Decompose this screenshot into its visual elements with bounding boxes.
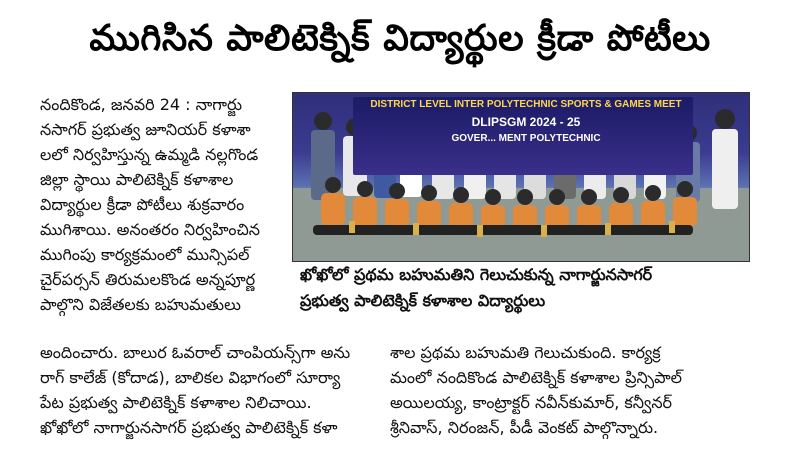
text-line: నందికొండ, జనవరి 24 : నాగార్జు bbox=[40, 95, 243, 114]
text-line: అందించారు. బాలుర ఓవరాల్ చాంపియన్స్‌గా అను bbox=[40, 343, 351, 362]
text-line: నసాగర్ ప్రభుత్వ జూనియర్ కళాశా bbox=[40, 120, 251, 139]
text-line: జిల్లా స్థాయి పాలిటెక్నిక్ కళాశాల bbox=[40, 170, 234, 189]
headline: ముగిసిన పాలిటెక్నిక్ విద్యార్థుల క్రీడా పోటీలు bbox=[89, 18, 711, 59]
text-line: లలో నిర్వహిస్తున్న ఉమ్మడి నల్లగొండ bbox=[40, 145, 259, 164]
caption-line: ప్రభుత్వ పాలిటెక్నిక్ కళాశాల విద్యార్థులు bbox=[300, 291, 546, 310]
text-line: ఖోఖోలో నాగార్జునసాగర్ ప్రభుత్వ పాలిటెక్నిక్ కళా bbox=[40, 418, 338, 437]
photo-caption bbox=[300, 262, 748, 314]
text-line: ముగిశాయి. అనంతరం నిర్వహించిన bbox=[40, 220, 260, 239]
banner-subtitle: DLIPSGM 2024 - 25 bbox=[471, 115, 581, 129]
article-column-left bbox=[40, 92, 288, 317]
text-line: శాల ప్రథమ బహుమతి గెలుచుకుంది. కార్యక్ర bbox=[390, 343, 661, 362]
text-line: అయిలయ్య, కాంట్రాక్టర్ నవీన్‌కుమార్, కన్వీనర్ bbox=[390, 393, 673, 412]
article-column-bottom-right bbox=[390, 340, 785, 440]
news-photo bbox=[292, 92, 750, 262]
banner-title: DISTRICT LEVEL INTER POLYTECHNIC SPORTS & GAMES MEET bbox=[370, 99, 682, 110]
caption-line: ఖోఖోలో ప్రథమ బహుమతిని గెలుచుకున్న నాగార్జునసాగర్ bbox=[300, 265, 653, 284]
text-line: విద్యార్థుల క్రీడా పోటీలు శుక్రవారం bbox=[40, 195, 245, 214]
text-line: రాగ్ కాలేజ్ (కోదాడ), బాలికల విభాగంలో సూర్యా bbox=[40, 368, 341, 387]
text-line: మంలో నందికొండ పాలిటెక్నిక్ కళాశాల ప్రిన్సిపాల్ bbox=[390, 368, 682, 387]
text-line: ముగింపు కార్యక్రమంలో మున్సిపల్ bbox=[40, 245, 250, 264]
article-column-bottom-left bbox=[40, 340, 380, 440]
text-line: పాల్గొని విజేతలకు బహుమతులు bbox=[40, 295, 241, 314]
text-line: పేట ప్రభుత్వ పాలిటెక్నిక్ కళాశాల నిలిచాయి. bbox=[40, 393, 312, 412]
text-line: శ్రీనివాస్, నిరంజన్, పీడీ వెంకట్ పాల్గొన్నారు. bbox=[390, 418, 659, 437]
text-line: చైర్‌పర్సన్ తిరుమలకొండ అన్నపూర్ణ bbox=[40, 270, 256, 289]
banner-host: GOVER... MENT POLYTECHNIC bbox=[451, 133, 601, 144]
